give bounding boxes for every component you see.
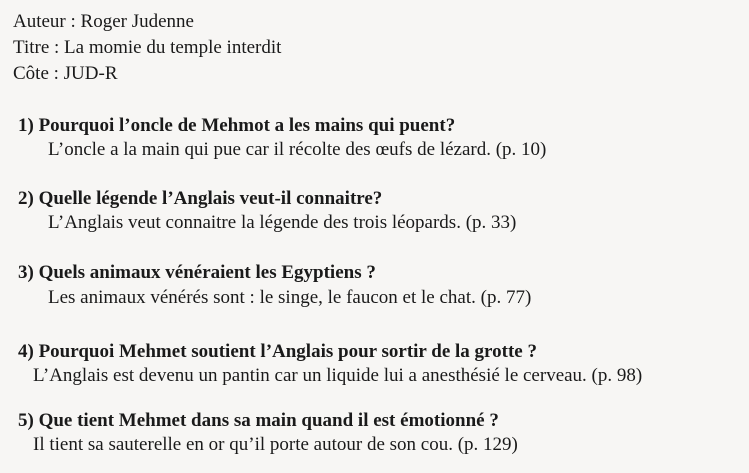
question-4: 4) Pourquoi Mehmet soutient l’Anglais pour sortir de la grotte ? — [18, 341, 537, 362]
title-line: Titre : La momie du temple interdit — [13, 37, 282, 58]
answer-5: Il tient sa sauterelle en or qu’il porte autour de son cou. (p. 129) — [33, 434, 518, 455]
call-number-line: Côte : JUD-R — [13, 63, 118, 84]
question-3: 3) Quels animaux vénéraient les Egyptiens ? — [18, 262, 376, 283]
answer-2: L’Anglais veut connaitre la légende des trois léopards. (p. 33) — [48, 212, 517, 233]
question-1: 1) Pourquoi l’oncle de Mehmot a les mains qui puent? — [18, 115, 456, 136]
answer-4: L’Anglais est devenu un pantin car un liquide lui a anesthésié le cerveau. (p. 98) — [33, 365, 643, 386]
answer-3: Les animaux vénérés sont : le singe, le faucon et le chat. (p. 77) — [48, 287, 532, 308]
question-2: 2) Quelle légende l’Anglais veut-il connaitre? — [18, 188, 383, 209]
author-line: Auteur : Roger Judenne — [13, 11, 194, 32]
answer-1: L’oncle a la main qui pue car il récolte des œufs de lézard. (p. 10) — [48, 139, 547, 160]
question-5: 5) Que tient Mehmet dans sa main quand il est émotionné ? — [18, 410, 499, 431]
